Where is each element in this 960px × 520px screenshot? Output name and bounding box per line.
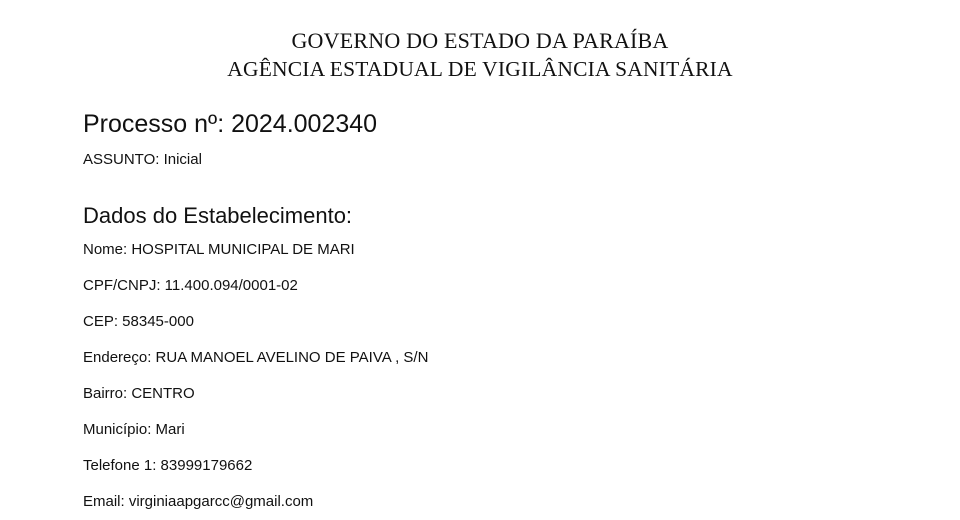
field-email: Email: virginiaapgarcc@gmail.com <box>83 493 314 510</box>
document-body <box>0 109 960 511</box>
establishment-section-title: Dados do Estabelecimento: <box>83 203 353 228</box>
field-bairro: Bairro: CENTRO <box>83 385 195 402</box>
header-government-line: GOVERNO DO ESTADO DA PARAÍBA <box>291 28 669 53</box>
field-municipio: Município: Mari <box>83 421 185 438</box>
header-agency-line: AGÊNCIA ESTADUAL DE VIGILÂNCIA SANITÁRIA <box>227 57 733 81</box>
process-number-title: Processo nº: 2024.002340 <box>83 110 378 138</box>
field-cep: CEP: 58345-000 <box>83 313 194 330</box>
field-cpf-cnpj: CPF/CNPJ: 11.400.094/0001-02 <box>83 277 298 294</box>
field-endereco: Endereço: RUA MANOEL AVELINO DE PAIVA , S/N <box>83 349 429 366</box>
field-telefone-1: Telefone 1: 83999179662 <box>83 457 253 474</box>
subject-line: ASSUNTO: Inicial <box>83 151 202 168</box>
field-nome: Nome: HOSPITAL MUNICIPAL DE MARI <box>83 241 355 258</box>
document-header <box>0 0 960 83</box>
